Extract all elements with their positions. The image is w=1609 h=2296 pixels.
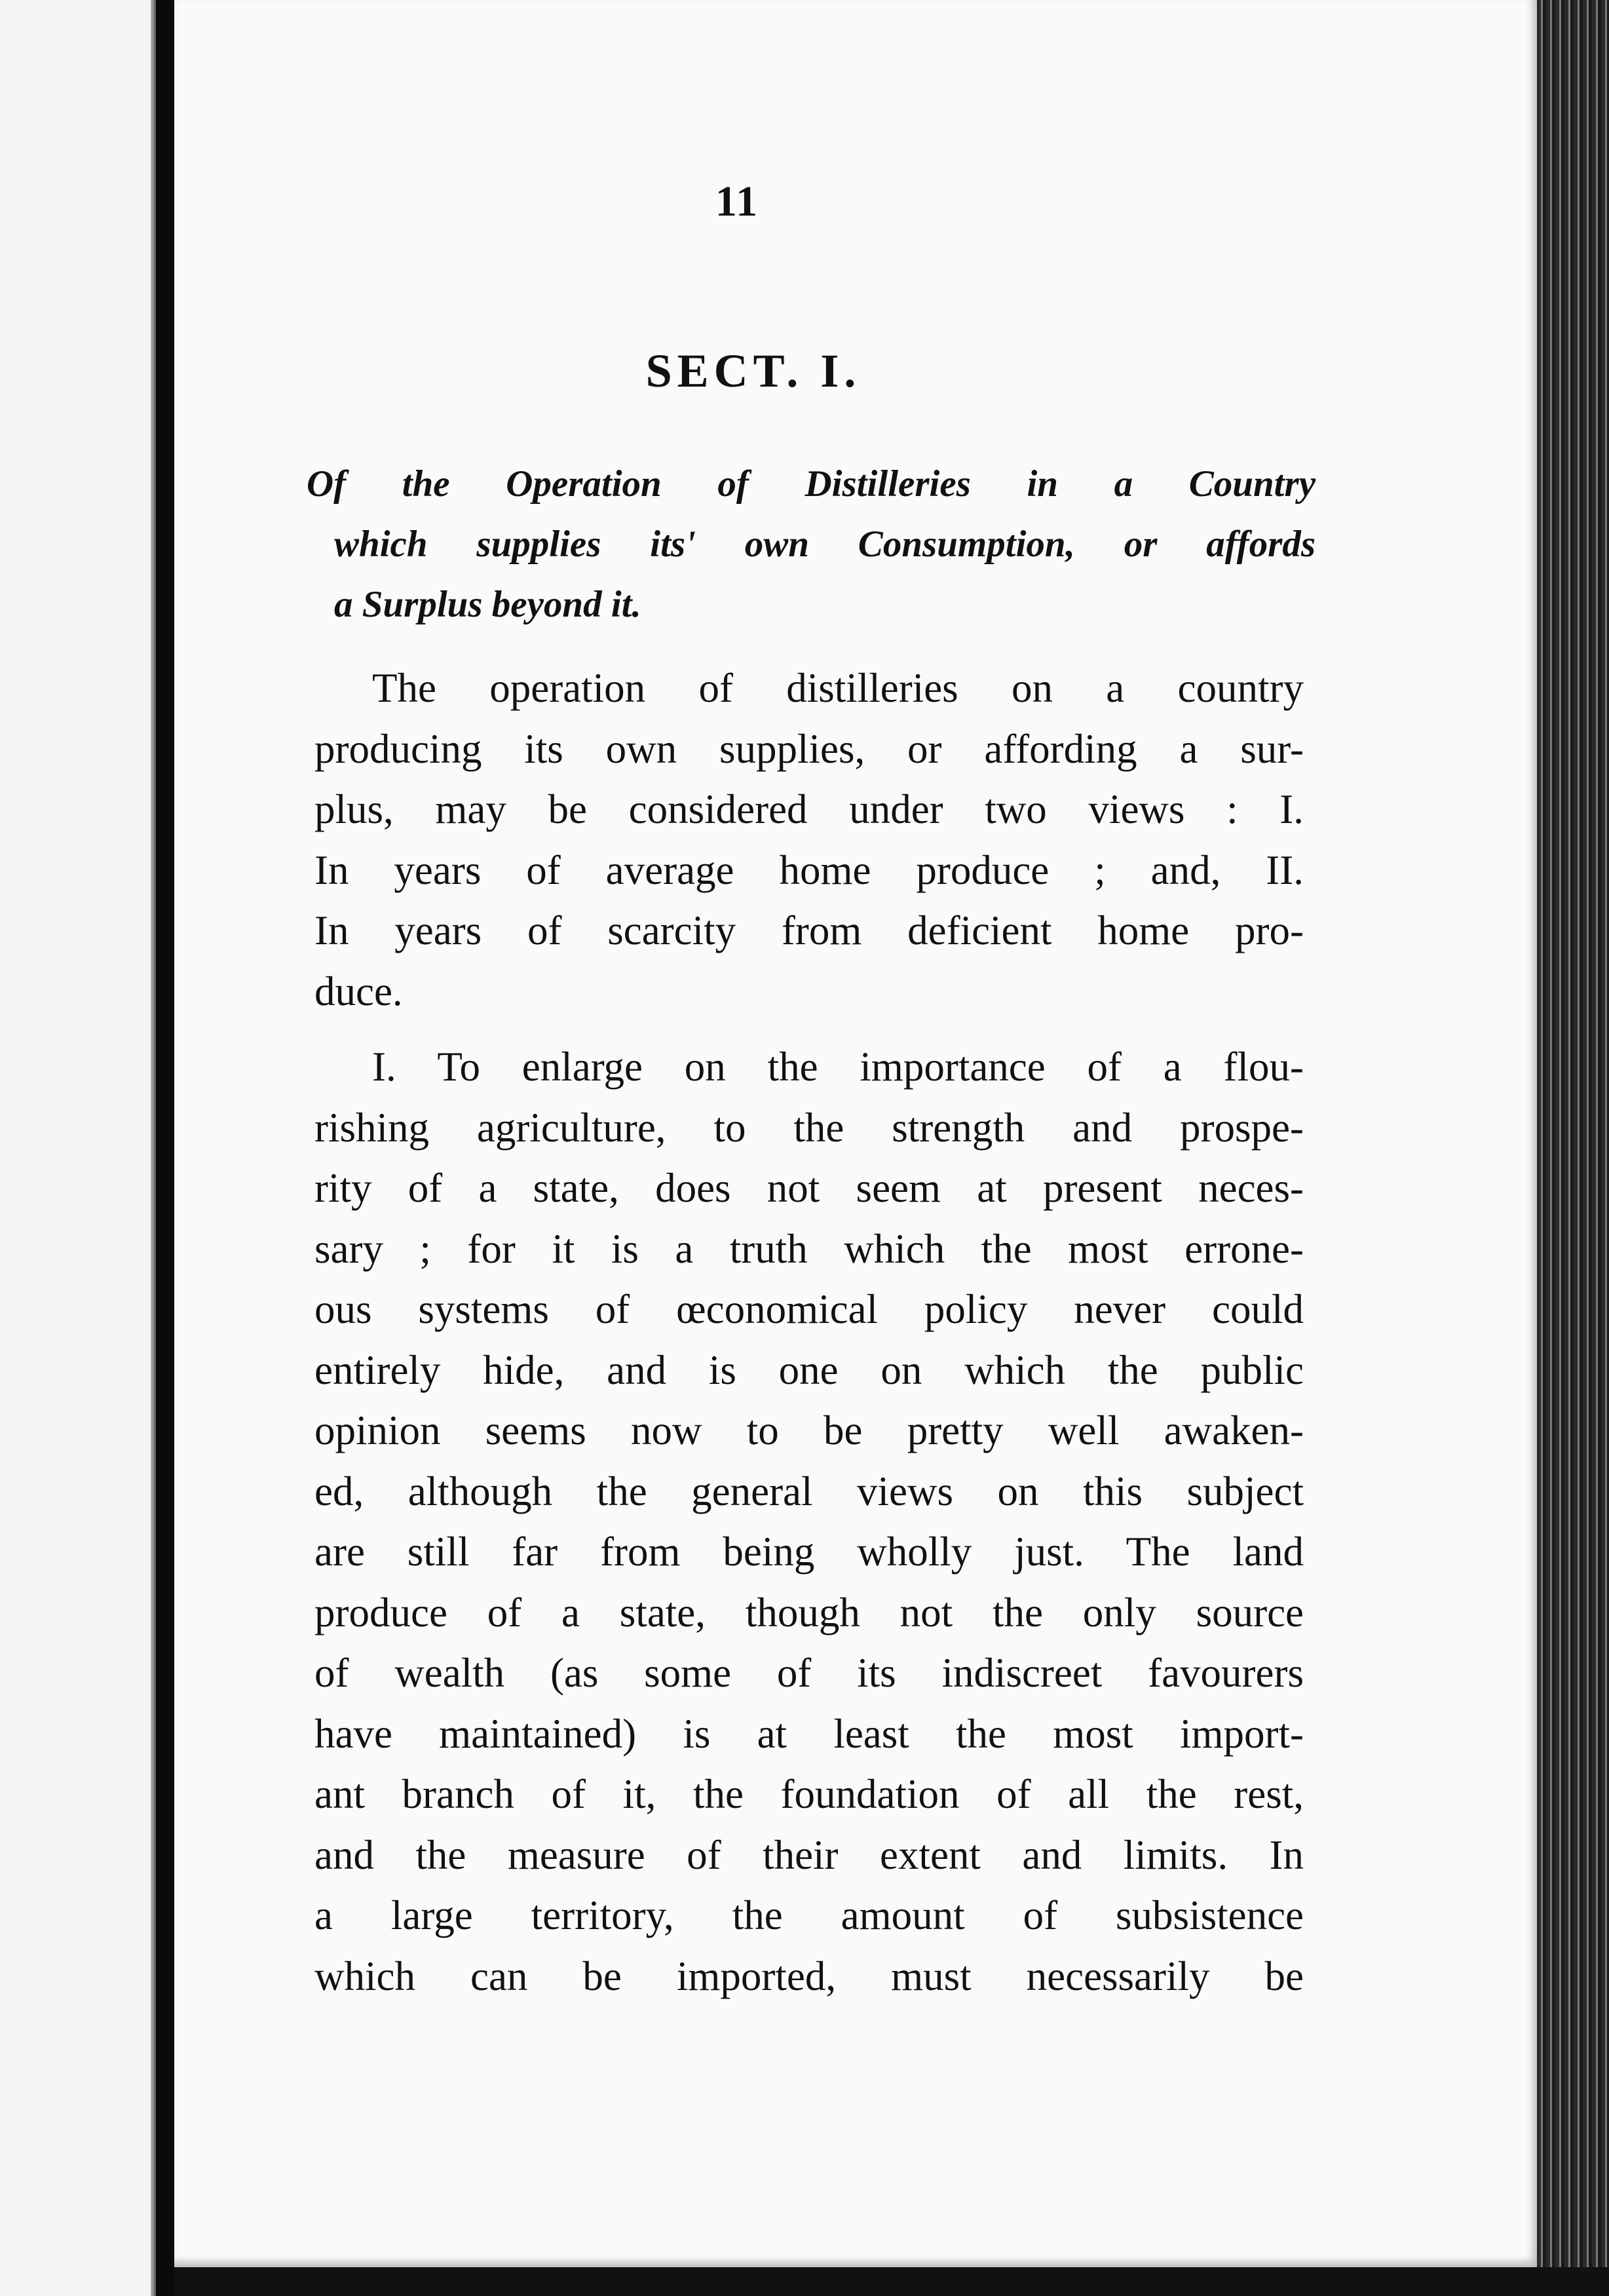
text-line: of wealth (as some of its indiscreet favourers — [314, 1650, 1304, 1696]
paragraph-2 — [314, 1037, 1304, 2006]
section-title — [307, 454, 1316, 635]
text-line: I. To enlarge on the importance of a flou- — [372, 1044, 1304, 1090]
text-line: ant branch of it, the foundation of all the rest, — [314, 1771, 1304, 1817]
text-line: produce of a state, though not the only source — [314, 1589, 1304, 1636]
text-line: a large territory, the amount of subsistence — [314, 1892, 1304, 1938]
text-line: In years of scarcity from deficient home pro- — [314, 908, 1304, 953]
section-title-line: a Surplus beyond it. — [334, 584, 641, 625]
text-line: rishing agriculture, to the strength and prospe- — [314, 1104, 1304, 1151]
text-line: entirely hide, and is one on which the public — [314, 1347, 1304, 1393]
page-bottom-edge — [174, 2267, 1609, 2296]
text-line: have maintained) is at least the most import- — [314, 1710, 1304, 1757]
text-line: duce. — [314, 968, 403, 1014]
text-line: which can be imported, must necessarily be — [314, 1953, 1304, 1999]
section-title-line: which supplies its' own Consumption, or affords — [334, 524, 1316, 565]
page-stack-edge — [1537, 0, 1609, 2296]
text-line: opinion seems now to be pretty well awaken- — [314, 1407, 1304, 1453]
text-line: are still far from being wholly just. The land — [314, 1529, 1304, 1575]
facing-page-shadow — [151, 0, 156, 2296]
text-line: In years of average home produce ; and, II. — [314, 847, 1304, 893]
text-line: rity of a state, does not seem at present neces- — [314, 1165, 1304, 1211]
text-line: The operation of distilleries on a country — [372, 665, 1304, 711]
text-line: sary ; for it is a truth which the most errone- — [314, 1225, 1304, 1272]
facing-page-edge — [0, 0, 156, 2296]
text-line: producing its own supplies, or affording a sur- — [314, 725, 1304, 772]
text-line: ous systems of œconomical policy never could — [314, 1286, 1304, 1332]
book-gutter — [156, 0, 174, 2296]
paragraph-1 — [314, 658, 1304, 1022]
text-line: and the measure of their extent and limits. In — [314, 1831, 1304, 1878]
section-heading: SECT. I. — [645, 345, 861, 397]
text-line: plus, may be considered under two views : I. — [314, 786, 1304, 832]
section-title-line: Of the Operation of Distilleries in a Country — [307, 463, 1316, 505]
page-number: 11 — [715, 178, 759, 225]
text-line: ed, although the general views on this subject — [314, 1468, 1304, 1514]
